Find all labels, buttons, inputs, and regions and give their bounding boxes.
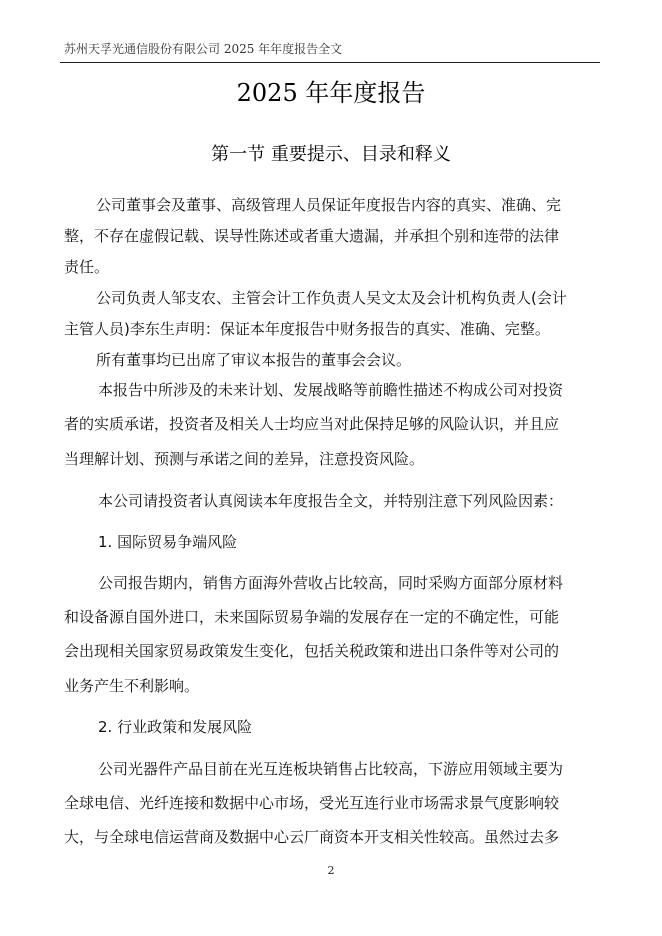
paragraph-line: 当理解计划、预测与承诺之间的差异，注意投资风险。	[64, 450, 425, 468]
paragraph-line: 整，不存在虚假记载、误导性陈述或者重大遗漏，并承担个别和连带的法律	[64, 227, 560, 245]
section-title: 第一节 重要提示、目录和释义	[211, 144, 451, 165]
paragraph-line: 公司董事会及董事、高级管理人员保证年度报告内容的真实、准确、完	[96, 196, 562, 214]
paragraph-line: 和设备源自国外进口，未来国际贸易争端的发展存在一定的不确定性，可能	[64, 608, 560, 626]
page-number: 2	[327, 864, 335, 877]
header-divider	[60, 62, 600, 63]
paragraph-line: 本报告中所涉及的未来计划、发展战略等前瞻性描述不构成公司对投资	[98, 381, 564, 399]
paragraph-line: 大，与全球电信运营商及数据中心云厂商资本开支相关性较高。虽然过去多	[64, 828, 560, 846]
report-title: 2025 年年度报告	[236, 79, 426, 107]
risk-heading-international-trade: 1. 国际贸易争端风险	[98, 533, 238, 551]
paragraph-line: 主管人员)李东生声明：保证本年度报告中财务报告的真实、准确、完整。	[64, 320, 550, 338]
paragraph-line: 公司负责人邹支农、主管会计工作负责人吴文太及会计机构负责人(会计	[96, 289, 567, 307]
paragraph-line: 全球电信、光纤连接和数据中心市场，受光互连行业市场需求景气度影响较	[64, 794, 560, 812]
running-header: 苏州天孚光通信股份有限公司 2025 年年度报告全文	[64, 42, 343, 56]
paragraph-line: 本公司请投资者认真阅读本年度报告全文，并特别注意下列风险因素：	[98, 492, 564, 510]
paragraph-line: 者的实质承诺，投资者及相关人士均应当对此保持足够的风险认识，并且应	[64, 415, 560, 433]
paragraph-line: 公司光器件产品目前在光互连板块销售占比较高，下游应用领域主要为	[98, 760, 564, 778]
risk-heading-industry-policy: 2. 行业政策和发展风险	[98, 718, 253, 736]
paragraph-line: 会出现相关国家贸易政策发生变化，包括关税政策和进出口条件等对公司的	[64, 642, 560, 660]
paragraph-line: 所有董事均已出席了审议本报告的董事会会议。	[96, 351, 412, 369]
paragraph-line: 业务产生不利影响。	[64, 677, 200, 695]
paragraph-line: 责任。	[64, 258, 110, 276]
paragraph-line: 公司报告期内，销售方面海外营收占比较高，同时采购方面部分原材料	[98, 574, 564, 592]
